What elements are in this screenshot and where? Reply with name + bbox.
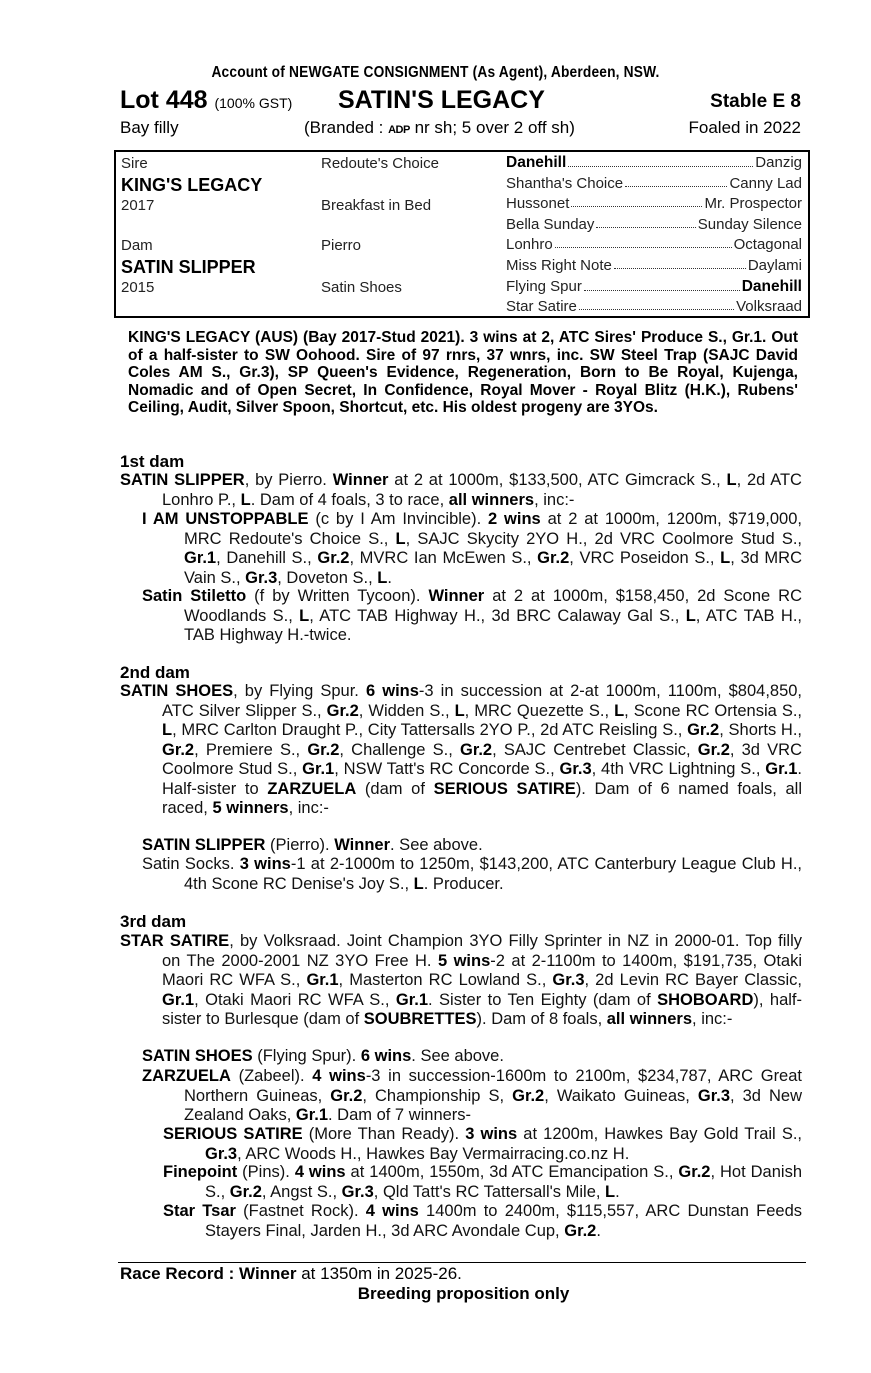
leader-dots	[555, 236, 732, 248]
race-record	[120, 1264, 462, 1284]
horse-name: SATIN'S LEGACY	[338, 86, 545, 114]
stable-location: Stable E 8	[710, 91, 801, 112]
gen3-left: Miss Right Note	[506, 257, 612, 274]
gen3-left: Shantha's Choice	[506, 174, 624, 192]
pedigree-gen3-row	[506, 278, 802, 296]
gen3-right: Mr. Prospector	[704, 195, 802, 213]
sire-name: KING'S LEGACY	[121, 175, 263, 195]
gen3-right: Volksraad	[736, 298, 802, 316]
third-dam-heading: 3rd dam	[120, 912, 187, 931]
third-dam-grandfoal-3: Star Tsar (Fastnet Rock). 4 wins 1400m to 2400m, $115,557, ARC Dunstan Feeds Stayers Final, Jarden H., 3d ARC Avondale Cup, Gr.2.	[163, 1202, 802, 1240]
second-dam-entry: SATIN SHOES, by Flying Spur. 6 wins-3 in succession at 2-at 1000m, 1100m, $804,850, ATC Silver Slipper S., Gr.2, Widden S., L, MRC Quezette S., L, Scone RC Ortensia S., L, MRC Carlton Draught P., City Tattersalls 2YO P., 2d ATC Reisling S., Gr.2, Shorts H., Gr.2, Premiere S., Gr.2, Challenge S., Gr.2, SAJC Centrebet Classic, Gr.2, 3d VRC Coolmore Stud S., Gr.1, NSW Tatt's RC Concorde S., Gr.3, 4th VRC Lightning S., Gr.1. Half-sister to ZARZUELA (dam of SERIOUS SATIRE). Dam of 6 named foals, all raced, 5 winners, inc:-	[120, 682, 803, 817]
dam-label: Dam	[121, 237, 153, 254]
leader-dots	[584, 278, 740, 291]
pedigree-gen3-row	[506, 216, 802, 233]
foaled-year: Foaled in 2022	[688, 118, 801, 137]
third-dam-foal-1: SATIN SHOES (Flying Spur). 6 wins. See above.	[142, 1047, 504, 1065]
leader-dots	[596, 216, 695, 228]
gen3-left: Flying Spur	[506, 277, 582, 295]
leader-dots	[625, 175, 727, 187]
first-dam-foal-1: I AM UNSTOPPABLE (c by I Am Invincible). 2 wins at 2 at 1000m, 1200m, $719,000, MRC Redoute's Choice S., L, SAJC Skycity 2YO H., 2d VRC Coolmore Stud S., Gr.1, Danehill S., Gr.2, MVRC Ian McEwen S., Gr.2, VRC Poseidon S., L, 3d MRC Vain S., Gr.3, Doveton S., L.	[142, 510, 802, 587]
brand-mark: ADP	[388, 124, 410, 136]
gen3-left: Hussonet	[506, 195, 570, 213]
gen3-left: Lonhro	[506, 236, 553, 254]
gen3-left: Danehill	[506, 154, 567, 171]
third-dam-foal-2: ZARZUELA (Zabeel). 4 wins-3 in succession-1600m to 2100m, $234,787, ARC Great Northern Guineas, Gr.2, Championship S, Gr.2, Waikato Guineas, Gr.3, 3d New Zealand Oaks, Gr.1. Dam of 7 winners-	[142, 1067, 803, 1124]
consignor-line: Account of NEWGATE CONSIGNMENT (As Agent), Aberdeen, NSW.	[211, 64, 660, 81]
dam-sire: Pierro	[321, 237, 362, 254]
pedigree-gen3-row	[506, 236, 802, 253]
gen3-right: Octagonal	[733, 236, 802, 254]
gen3-right: Danzig	[755, 154, 802, 171]
brand-description	[304, 118, 575, 138]
gen3-left: Bella Sunday	[506, 215, 595, 233]
sire-label: Sire	[121, 155, 148, 172]
breeding-note: Breeding proposition only	[357, 1284, 570, 1303]
brand-rest: nr sh; 5 over 2 off sh)	[409, 118, 575, 137]
first-dam-heading: 1st dam	[120, 452, 185, 471]
first-dam-entry: SATIN SLIPPER, by Pierro. Winner at 2 at 1000m, $133,500, ATC Gimcrack S., L, 2d ATC Lonhro P., L. Dam of 4 foals, 3 to race, all winners, inc:-	[120, 471, 802, 509]
pedigree-gen3-row	[506, 298, 802, 315]
gen3-right: Daylami	[747, 257, 802, 274]
second-dam-foal-2: Satin Socks. 3 wins-1 at 2-1000m to 1250m, $143,200, ATC Canterbury League Club H., 4th Scone RC Denise's Joy S., L. Producer.	[142, 855, 802, 893]
pedigree-gen3-row	[506, 257, 802, 274]
leader-dots	[571, 195, 702, 207]
dam-name: SATIN SLIPPER	[121, 257, 256, 277]
pedigree-gen3-row	[506, 154, 802, 172]
third-dam-grandfoal-1: SERIOUS SATIRE (More Than Ready). 3 wins at 1200m, Hawkes Bay Gold Trail S., Gr.3, ARC Woods H., Hawkes Bay Vermairracing.co.nz H.	[163, 1125, 802, 1163]
race-record-detail: at 1350m in 2025-26.	[296, 1264, 462, 1283]
sire-sire: Redoute's Choice	[321, 155, 439, 172]
third-dam-grandfoal-2: Finepoint (Pins). 4 wins at 1400m, 1550m, 3d ATC Emancipation S., Gr.2, Hot Danish S., Gr.2, Angst S., Gr.3, Qld Tatt's RC Tattersall's Mile, L.	[163, 1163, 802, 1201]
second-dam-foal-1: SATIN SLIPPER (Pierro). Winner. See above.	[142, 836, 483, 854]
lot-label: Lot 448	[120, 86, 208, 114]
stallion-note: KING'S LEGACY (AUS) (Bay 2017-Stud 2021). 3 wins at 2, ATC Sires' Produce S., Gr.1. Out of a half-sister to SW Oohood. Sire of 97 rnrs, 37 wnrs, inc. SW Steel Trap (SAJC David Coles AM S., Gr.3), SP Queen's Evidence, Regeneration, Born to Be Royal, Kujenga, Nomadic and of Open Secret, In Confidence, Royal Mover - Royal Blitz (H.K.), Rubens' Ceiling, Audit, Silver Spoon, Shortcut, etc. His oldest progeny are 3YOs.	[128, 329, 798, 416]
race-record-label: Race Record : Winner	[120, 1264, 297, 1283]
leader-dots	[614, 257, 746, 269]
gen3-right: Sunday Silence	[697, 215, 802, 233]
brand-prefix: (Branded :	[304, 118, 389, 137]
lot-number	[120, 86, 292, 115]
footer-divider	[118, 1262, 806, 1263]
pedigree-gen3-row	[506, 195, 802, 212]
second-dam-heading: 2nd dam	[120, 663, 190, 682]
pedigree-table	[114, 150, 810, 318]
horse-description: Bay filly	[120, 118, 179, 137]
gst-note: (100% GST)	[214, 95, 293, 111]
gen3-left: Star Satire	[506, 298, 577, 316]
dam-dam: Satin Shoes	[321, 279, 402, 296]
third-dam-entry: STAR SATIRE, by Volksraad. Joint Champion 3YO Filly Sprinter in NZ in 2000-01. Top filly on The 2000-2001 NZ 3YO Free H. 5 wins-2 at 2-1100m to 1400m, $191,735, Otaki Maori RC WFA S., Gr.1, Masterton RC Lowland S., Gr.3, 2d Levin RC Bayer Classic, Gr.1, Otaki Maori RC WFA S., Gr.1. Sister to Ten Eighty (dam of SHOBOARD), half-sister to Burlesque (dam of SOUBRETTES). Dam of 8 foals, all winners, inc:-	[120, 932, 803, 1028]
leader-dots	[568, 154, 753, 167]
gen3-right: Danehill	[741, 277, 802, 295]
leader-dots	[579, 298, 734, 310]
sire-year: 2017	[121, 197, 155, 214]
sire-dam: Breakfast in Bed	[321, 197, 432, 214]
dam-year: 2015	[121, 279, 155, 296]
gen3-right: Canny Lad	[729, 174, 802, 192]
pedigree-gen3-row	[506, 175, 802, 192]
first-dam-foal-2: Satin Stiletto (f by Written Tycoon). Winner at 2 at 1000m, $158,450, 2d Scone RC Woodlands S., L, ATC TAB Highway H., 3d BRC Calaway Gal S., L, ATC TAB H., TAB Highway H.-twice.	[142, 587, 802, 644]
